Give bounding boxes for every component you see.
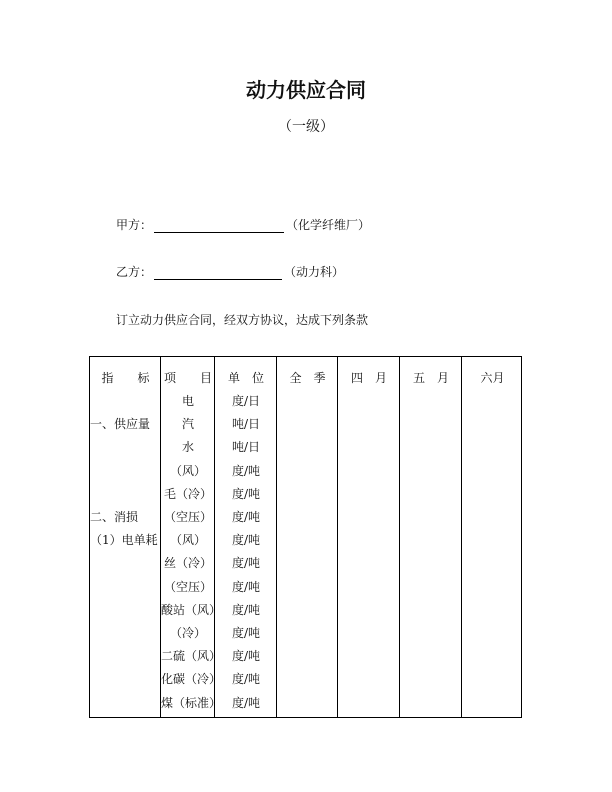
item-cell: （风） xyxy=(169,533,206,548)
header-cell: 指 标 xyxy=(101,371,150,385)
unit-cell: 度/吨 xyxy=(231,556,261,571)
unit-cell: 度/吨 xyxy=(231,602,261,617)
party-b-line xyxy=(116,263,344,280)
item-cell: 汽 xyxy=(181,417,194,432)
unit-cell: 度/吨 xyxy=(231,649,261,664)
unit-cell: 度/吨 xyxy=(231,579,261,594)
header-cell: 全 季 xyxy=(289,371,326,385)
party-b-blank xyxy=(154,267,282,280)
column-divider xyxy=(399,357,400,717)
unit-cell: 吨/日 xyxy=(231,417,261,432)
party-a-label: 甲方： xyxy=(116,218,153,232)
item-cell: 丝（冷） xyxy=(163,556,212,571)
unit-cell: 度/吨 xyxy=(231,486,261,501)
item-cell: 水 xyxy=(181,440,194,455)
column-divider xyxy=(337,357,338,717)
indicator-cell: （1）电单耗 xyxy=(90,533,158,548)
unit-cell: 度/吨 xyxy=(231,463,261,478)
item-cell: 化碳（冷） xyxy=(161,672,222,687)
item-cell: 毛（冷） xyxy=(163,486,212,501)
supply-table xyxy=(89,356,522,718)
party-a-note: （化学纤维厂） xyxy=(286,218,371,232)
intro-text: 订立动力供应合同，经双方协议，达成下列条款 xyxy=(116,313,369,327)
party-a-blank xyxy=(154,220,284,233)
item-cell: 二硫（风） xyxy=(161,649,222,664)
unit-cell: 度/吨 xyxy=(231,672,261,687)
unit-cell: 度/吨 xyxy=(231,533,261,548)
party-b-label: 乙方： xyxy=(116,265,153,279)
header-cell: 五 月 xyxy=(412,371,449,385)
unit-cell: 度/日 xyxy=(231,394,261,408)
item-cell: （冷） xyxy=(169,626,206,640)
header-cell: 单 位 xyxy=(227,371,264,385)
unit-cell: 度/吨 xyxy=(231,626,261,640)
indicator-cell: 二、消损 xyxy=(90,510,139,524)
indicator-cell: 一、供应量 xyxy=(90,417,151,432)
item-cell: 电 xyxy=(181,394,194,408)
unit-cell: 度/吨 xyxy=(231,510,261,524)
item-cell: （风） xyxy=(169,463,206,478)
unit-cell: 吨/日 xyxy=(231,440,261,455)
header-cell: 项 目 xyxy=(163,371,212,385)
header-cell: 六月 xyxy=(480,371,505,385)
party-b-note: （动力科） xyxy=(284,265,345,279)
document-subtitle: （一级） xyxy=(278,119,334,135)
column-divider xyxy=(461,357,462,717)
item-cell: 酸站（风） xyxy=(161,602,222,617)
unit-cell: 度/吨 xyxy=(231,695,261,710)
party-a-line xyxy=(116,216,370,233)
document-title: 动力供应合同 xyxy=(246,78,366,102)
item-cell: （空压） xyxy=(163,510,212,524)
item-cell: 煤（标准） xyxy=(161,695,222,710)
header-cell: 四 月 xyxy=(350,371,387,385)
item-cell: （空压） xyxy=(163,579,212,594)
